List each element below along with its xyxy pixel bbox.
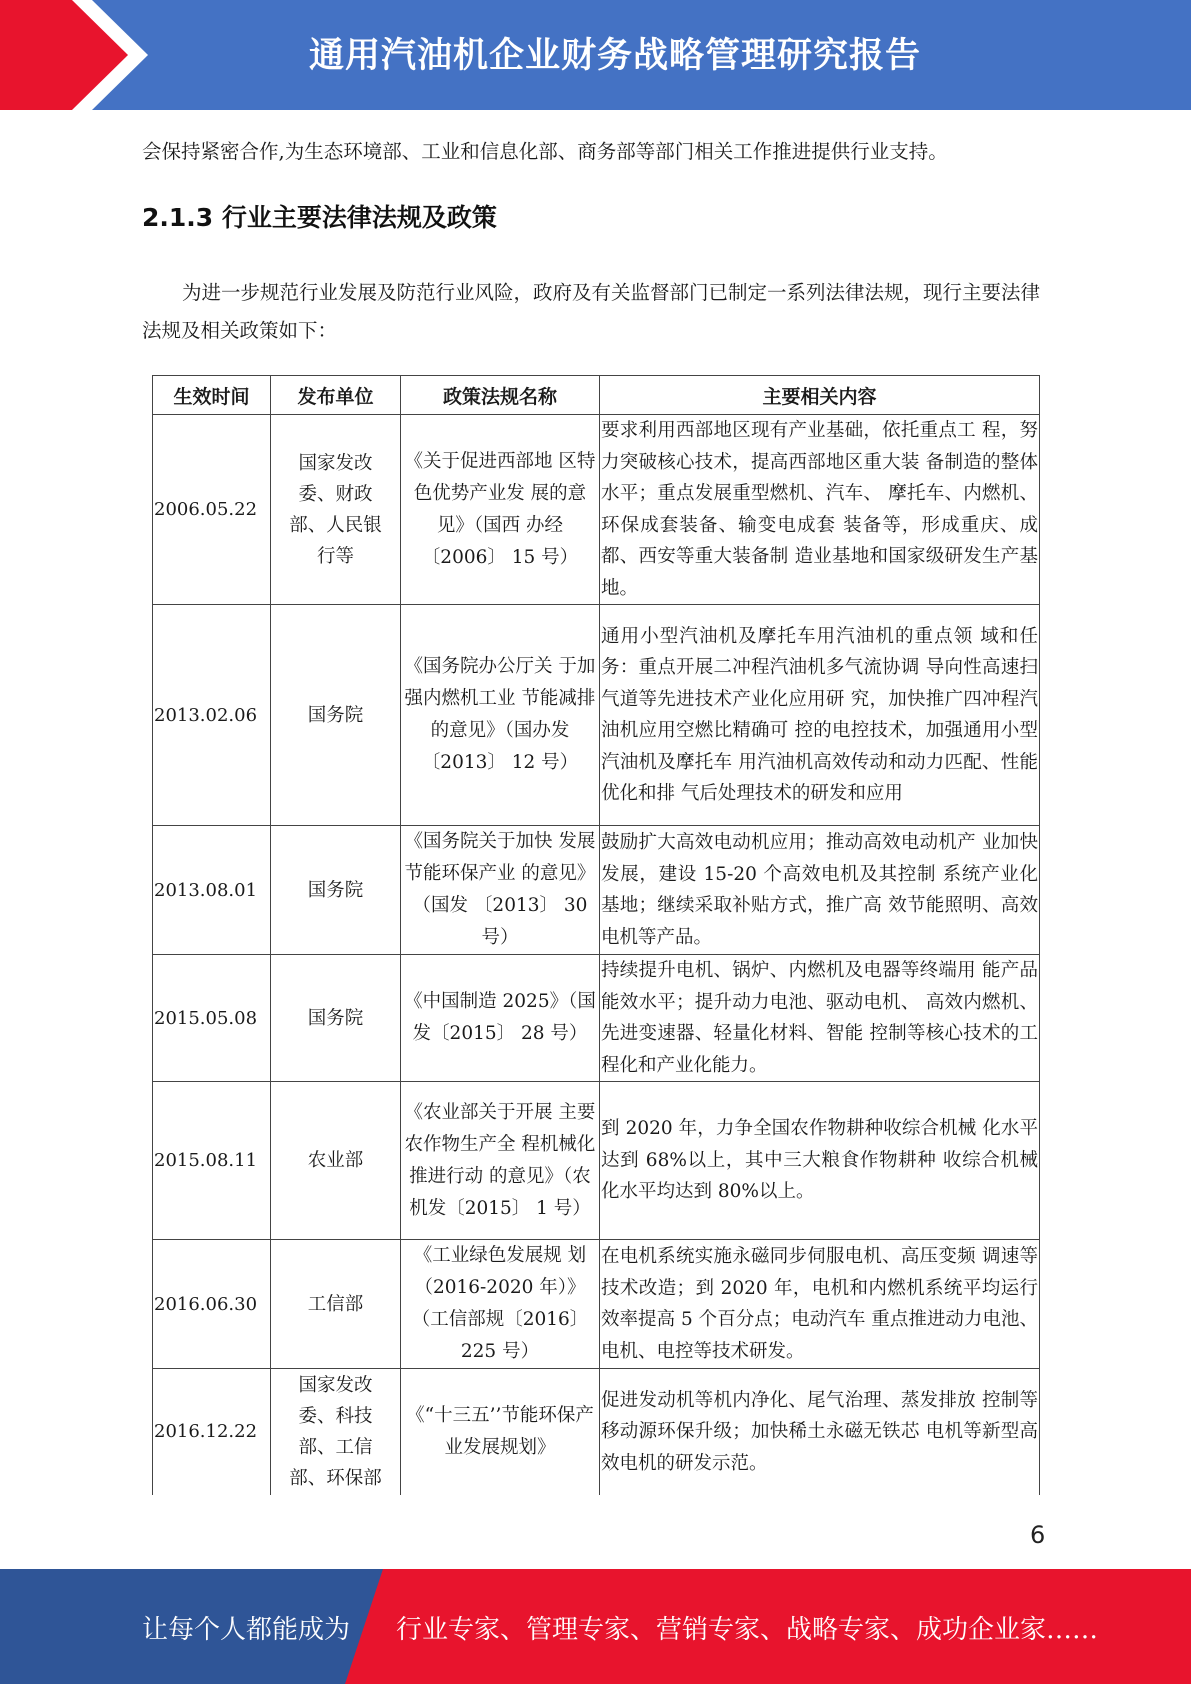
cell-date: 2013.02.06 (153, 605, 271, 826)
intro-paragraph: 为进一步规范行业发展及防范行业风险，政府及有关监督部门已制定一系列法律法规，现行主要法律法规及相关政策如下： (142, 281, 1041, 342)
header-issuer: 发布单位 (271, 376, 401, 415)
continuation-paragraph: 会保持紧密合作,为生态环境部、工业和信息化部、商务部等部门相关工作推进提供行业支持。 (142, 140, 948, 163)
table-row (153, 826, 1040, 955)
table-row (153, 955, 1040, 1082)
cell-content: 通用小型汽油机及摩托车用汽油机的重点领 域和任务：重点开展二冲程汽油机多气流协调 导向性高速扫气道等先进技术产业化应用研 究，加快推广四冲程汽油机应用空燃比精确可 控的电控技术，加强通用小型汽油机及摩托车 用汽油机高效传动和动力匹配、性能优化和排 气后处理技术的研发和应用 (600, 605, 1040, 826)
cell-issuer: 国务院 (271, 605, 401, 826)
cell-issuer: 国家发改委、财政部、人民银行等 (271, 415, 401, 605)
page-footer (0, 1569, 1191, 1684)
section-heading: 2.1.3 行业主要法律法规及政策 (142, 203, 497, 232)
header-arrow-decoration (0, 0, 150, 110)
footer-slogan-left: 让每个人都能成为 (142, 1615, 351, 1645)
cell-issuer: 国务院 (271, 826, 401, 955)
cell-issuer: 农业部 (271, 1082, 401, 1240)
cell-date: 2013.08.01 (153, 826, 271, 955)
table-row (153, 1369, 1040, 1495)
page-number: 6 (1030, 1521, 1046, 1549)
cell-issuer: 国务院 (271, 955, 401, 1082)
cell-policy-name: 《国务院办公厅关 于加强内燃机工业 节能减排的意见》（国办发〔2013〕 12 号） (401, 605, 600, 826)
cell-issuer: 工信部 (271, 1240, 401, 1369)
cell-policy-name: 《工业绿色发展规 划（2016-2020 年）》（工信部规〔2016〕225 号） (401, 1240, 600, 1369)
cell-policy-name: 《“十三五’’节能环保产业发展规划》 (401, 1369, 600, 1495)
page-header (0, 0, 1191, 110)
cell-content: 持续提升电机、锅炉、内燃机及电器等终端用 能产品能效水平；提升动力电池、驱动电机、 高效内燃机、先进变速器、轻量化材料、智能 控制等核心技术的工程化和产业化能力。 (600, 955, 1040, 1082)
cell-content: 鼓励扩大高效电动机应用；推动高效电动机产 业加快发展，建设 15-20 个高效电机及其控制 系统产业化基地；继续采取补贴方式，推广高 效节能照明、高效电机等产品。 (600, 826, 1040, 955)
cell-policy-name: 《农业部关于开展 主要农作物生产全 程机械化推进行动 的意见》（农机发〔2015〕 1 号） (401, 1082, 600, 1240)
cell-policy-name: 《关于促进西部地 区特色优势产业发 展的意见》（国西 办经〔2006〕 15 号） (401, 415, 600, 605)
cell-content: 要求利用西部地区现有产业基础，依托重点工 程，努力突破核心技术，提高西部地区重大装 备制造的整体水平；重点发展重型燃机、汽车、 摩托车、内燃机、环保成套装备、输变电成套 装备等，形成重庆、成都、西安等重大装备制 造业基地和国家级研发生产基地。 (600, 415, 1040, 605)
header-main-content: 主要相关内容 (600, 376, 1040, 415)
cell-date: 2006.05.22 (153, 415, 271, 605)
cell-date: 2016.12.22 (153, 1369, 271, 1495)
table-row (153, 605, 1040, 826)
table-row (153, 1240, 1040, 1369)
policy-table (152, 375, 1040, 1495)
footer-slogan-right: 行业专家、管理专家、营销专家、战略专家、成功企业家…… (396, 1615, 1099, 1645)
table-header-row (153, 376, 1040, 415)
cell-date: 2015.05.08 (153, 955, 271, 1082)
cell-content: 促进发动机等机内净化、尾气治理、蒸发排放 控制等移动源环保升级；加快稀土永磁无铁芯 电机等新型高效电机的研发示范。 (600, 1369, 1040, 1495)
cell-content: 在电机系统实施永磁同步伺服电机、高压变频 调速等技术改造；到 2020 年，电机和内燃机系统平均运行效率提高 5 个百分点；电动汽车 重点推进动力电池、电机、电控等技术研发。 (600, 1240, 1040, 1369)
cell-issuer: 国家发改委、科技部、工信部、环保部 (271, 1369, 401, 1495)
header-effective-date: 生效时间 (153, 376, 271, 415)
cell-date: 2015.08.11 (153, 1082, 271, 1240)
header-policy-name: 政策法规名称 (401, 376, 600, 415)
table-row (153, 1082, 1040, 1240)
cell-policy-name: 《中国制造 2025》（国发〔2015〕 28 号） (401, 955, 600, 1082)
cell-content: 到 2020 年，力争全国农作物耕种收综合机械 化水平达到 68%以上，其中三大粮食作物耕种 收综合机械化水平均达到 80%以上。 (600, 1082, 1040, 1240)
table-row (153, 415, 1040, 605)
cell-date: 2016.06.30 (153, 1240, 271, 1369)
report-title: 通用汽油机企业财务战略管理研究报告 (308, 36, 921, 76)
cell-policy-name: 《国务院关于加快 发展节能环保产业 的意见》（国发 〔2013〕 30 号） (401, 826, 600, 955)
